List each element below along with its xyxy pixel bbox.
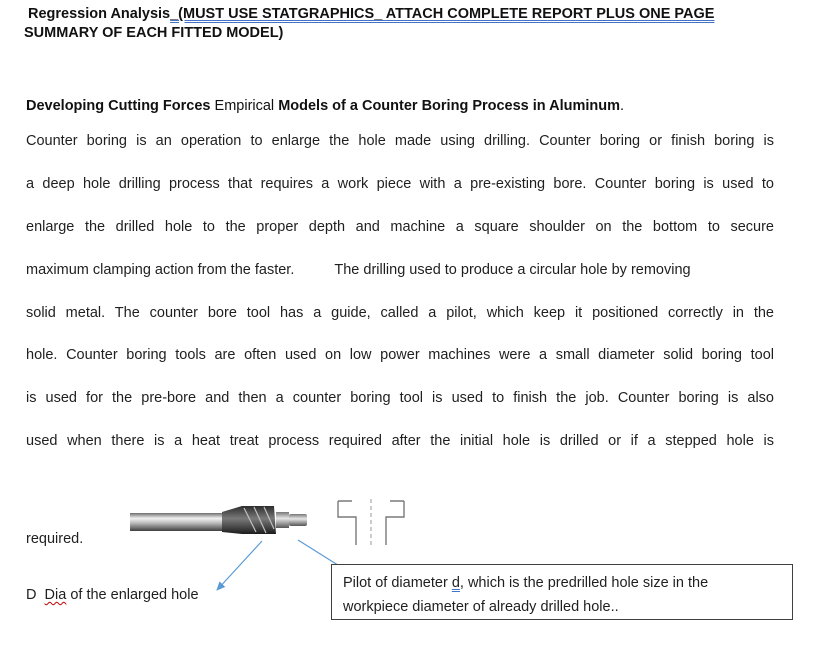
callout-line-2: workpiece diameter of already drilled hole.. xyxy=(343,599,619,615)
body-line-4b: The drilling used to produce a circular hole by removing xyxy=(334,262,691,278)
body-line-9: required. xyxy=(26,531,84,547)
body-line-5: solid metal. The counter bore tool has a guide, called a pilot, which keep it positioned correctly in the xyxy=(26,305,774,321)
diameter-arrow xyxy=(217,541,262,590)
body-line-3: enlarge the drilled hole to the proper depth and machine a square shoulder on the bottom to secure xyxy=(26,219,774,235)
title-regression: Regression Analysis xyxy=(28,6,171,22)
callout-line-1: Pilot of diameter d, which is the predrilled hole size in the xyxy=(343,575,709,591)
title-instruction: _(MUST USE STATGRAPHICS_ ATTACH COMPLETE REPORT PLUS ONE PAGE xyxy=(170,6,715,22)
diameter-symbol: D xyxy=(26,587,37,603)
body-line-8: used when there is a heat treat process required after the initial hole is drilled or if a stepped hole is xyxy=(26,433,774,449)
pilot-leader-line xyxy=(298,540,341,567)
body-line-1: Counter boring is an operation to enlarge the hole made using drilling. Counter boring or finish boring is xyxy=(26,133,774,149)
heading-part-1: Developing Cutting Forces xyxy=(26,98,211,114)
pilot-callout-box xyxy=(331,564,793,620)
heading-part-2: Empirical xyxy=(210,98,279,114)
body-line-7: is used for the pre-bore and then a counter boring tool is used to finish the job. Counter boring is also xyxy=(26,390,774,406)
body-line-2: a deep hole drilling process that requires a work piece with a pre-existing bore. Counter boring is used to xyxy=(26,176,774,192)
heading-part-4: . xyxy=(620,98,625,114)
pilot-diameter-symbol: d xyxy=(451,575,460,591)
title-line-2: SUMMARY OF EACH FITTED MODEL) xyxy=(24,25,284,41)
diameter-description: of the enlarged hole xyxy=(66,587,199,603)
body-line-6: hole. Counter boring tools are often used on low power machines were a small diameter solid boring tool xyxy=(26,347,774,363)
body-line-4a: maximum clamping action from the faster. xyxy=(26,262,295,278)
diameter-abbrev: Dia xyxy=(44,587,67,603)
diameter-label xyxy=(26,587,199,603)
heading-part-3: Models of a Counter Boring Process in Aluminum xyxy=(278,98,621,114)
